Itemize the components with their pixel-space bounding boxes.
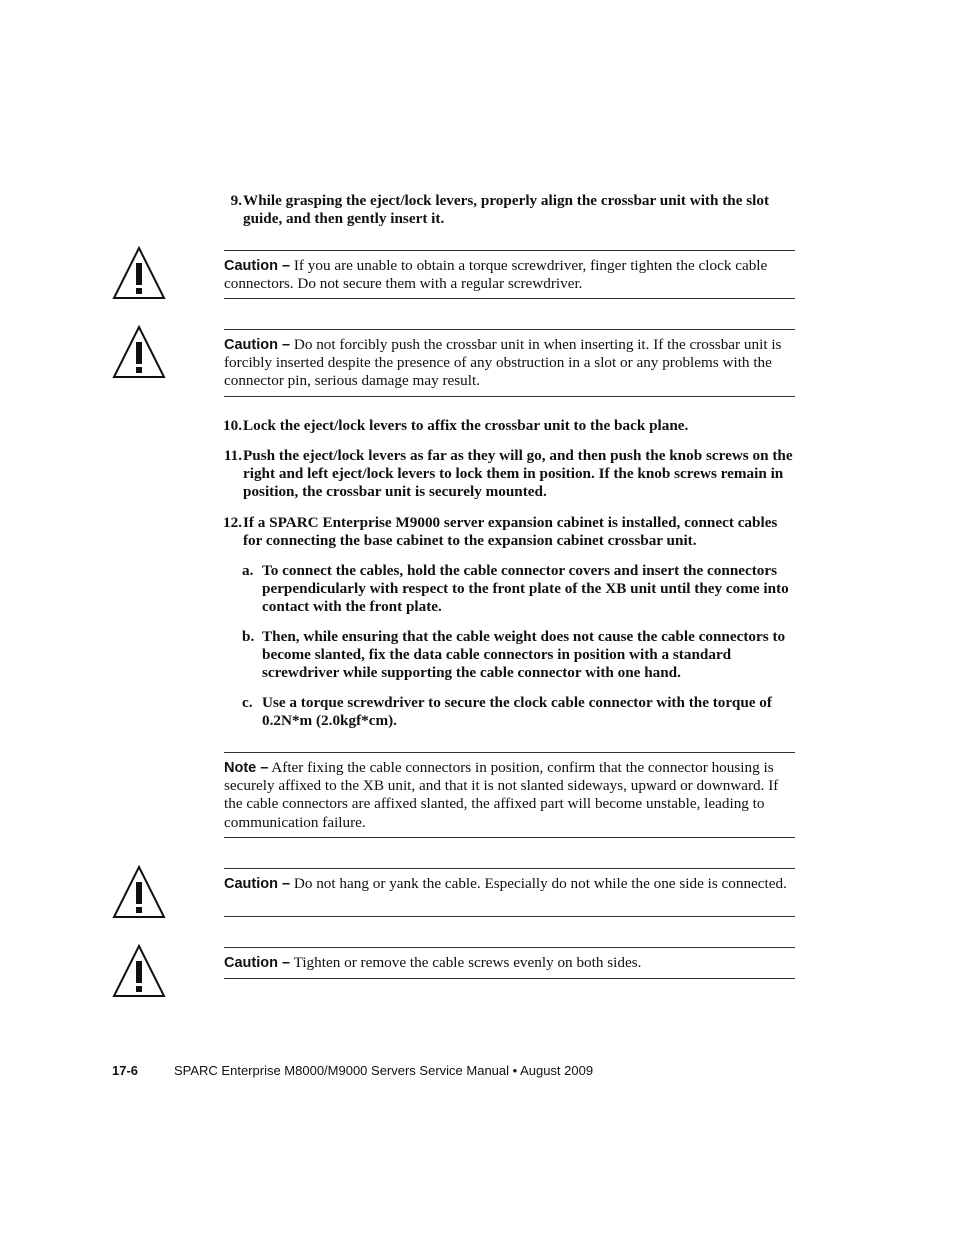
caution-callout <box>224 868 795 917</box>
step-text: Push the eject/lock levers as far as they will go, and then push the knob screws on the right and left eject/lock levers to lock them in position. If the knob screws remain in position, the crossbar unit is securely mounted. <box>243 447 793 501</box>
warning-triangle-icon <box>112 865 166 919</box>
step-number: 10. <box>223 417 242 434</box>
callout-text: Do not forcibly push the crossbar unit in when inserting it. If the crossbar unit is forcibly inserted despite the presence of any obstruction in a slot or any problems with the connector pin, serious damage may result. <box>224 336 782 390</box>
callout-label: Caution – <box>224 876 291 892</box>
caution-callout <box>224 947 795 979</box>
callout-text: Tighten or remove the cable screws evenly on both sides. <box>293 954 642 971</box>
step-text: While grasping the eject/lock levers, properly align the crossbar unit with the slot guide, and then gently insert it. <box>243 192 770 228</box>
warning-triangle-icon <box>112 246 166 300</box>
warning-triangle-icon <box>112 325 166 379</box>
substep-letter: c. <box>242 694 253 711</box>
step-text: Lock the eject/lock levers to affix the crossbar unit to the back plane. <box>243 417 689 434</box>
substep-text: Then, while ensuring that the cable weight does not cause the cable connectors to become slanted, fix the data cable connectors in position with a standard screwdriver while supporting the cable connector with one hand. <box>262 628 786 682</box>
note-callout <box>224 752 795 838</box>
caution-callout <box>224 329 795 397</box>
callout-text: Do not hang or yank the cable. Especially do not while the one side is connected. <box>293 875 787 892</box>
warning-triangle-icon <box>112 944 166 998</box>
substep-letter: b. <box>242 628 255 645</box>
step-number: 12. <box>223 514 242 531</box>
substep-letter: a. <box>242 562 254 579</box>
page-number: 17-6 <box>112 1063 139 1078</box>
callout-label: Caution – <box>224 258 291 274</box>
callout-label: Caution – <box>224 955 291 971</box>
step-number: 9. <box>230 192 242 209</box>
caution-callout <box>224 250 795 299</box>
callout-text: If you are unable to obtain a torque screwdriver, finger tighten the clock cable connectors. Do not secure them with a regular screwdriver. <box>224 257 768 293</box>
substep-text: To connect the cables, hold the cable connector covers and insert the connectors perpendicularly with respect to the front plate of the XB unit until they come into contact with the front plate. <box>262 562 789 616</box>
callout-text: After fixing the cable connectors in position, confirm that the connector housing is securely affixed to the XB unit, and that it is not slanted sideways, upward or downward. If the cable connectors are affixed slanted, the affixed part will become unstable, leading to communication failure. <box>224 759 779 831</box>
step-number: 11. <box>223 447 242 464</box>
callout-label: Note – <box>224 760 269 776</box>
substep-text: Use a torque screwdriver to secure the clock cable connector with the torque of 0.2N*m (2.0kgf*cm). <box>262 694 772 730</box>
callout-label: Caution – <box>224 337 291 353</box>
step-text: If a SPARC Enterprise M9000 server expansion cabinet is installed, connect cables for connecting the base cabinet to the expansion cabinet crossbar unit. <box>243 514 778 550</box>
footer-title: SPARC Enterprise M8000/M9000 Servers Service Manual • August 2009 <box>174 1063 594 1078</box>
